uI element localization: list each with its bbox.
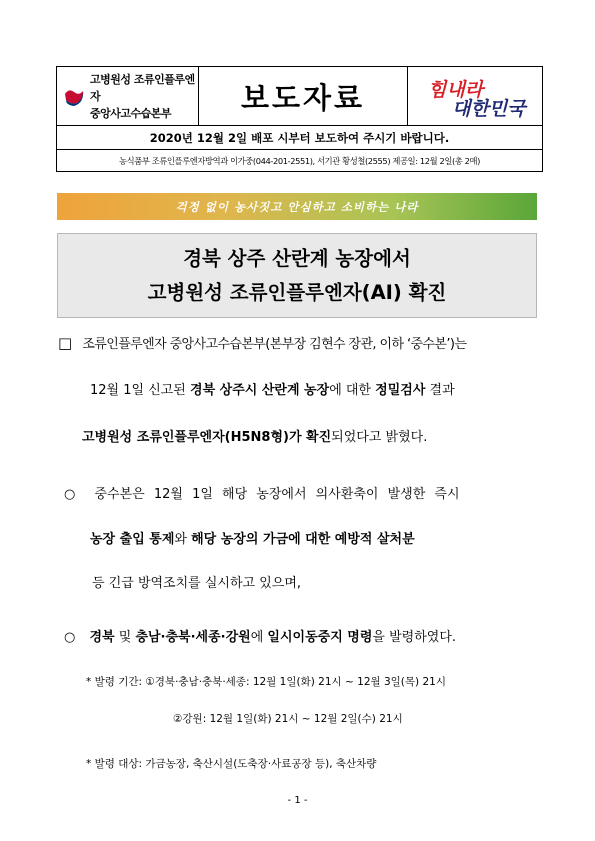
organization-name-line2: 중앙사고수습본부 [90,106,172,120]
paragraph2-line3: 등 긴급 방역조치를 실시하고 있으며, [92,576,302,591]
policy-slogan-banner: 걱정 없이 농사짓고 안심하고 소비하는 나라 [57,193,537,220]
page-number: - 1 - [287,795,308,806]
paragraph1-line2: 12월 1일 신고된 경북 상주시 산란계 농장에 대한 정밀검사 결과 [90,383,455,398]
slogan-line1: 힘내라 [428,79,484,101]
government-emblem-icon [63,85,85,107]
organization-name-line1: 고병원성 조류인플루엔자 [90,72,195,103]
paragraph1-line3: 고병원성 조류인플루엔자(H5N8형)가 확진되었다고 밝혔다. [82,430,428,445]
document-type-title: 보도자료 [199,67,408,125]
paragraph2-line2: 농장 출입 통제와 해당 농장의 가금에 대한 예방적 살처분 [90,532,415,547]
issuing-organization [57,67,199,125]
paragraph2-line1: ○ 중수본은 12월 1일 해당 농장에서 의사환축이 발생한 즉시 [64,487,460,502]
distribution-notice: 2020년 12월 2일 배포 시부터 보도하여 주시기 바랍니다. [56,126,543,150]
paragraph1-text-1: 조류인플루엔자 중앙사고수습본부(본부장 김현수 장관, 이하 ‘중수본’)는 [82,337,467,352]
headline-line2: 고병원성 조류인플루엔자(AI) 확진 [147,280,447,304]
slogan-logo [408,67,542,125]
paragraph3: ○ 경북 및 충남·충북·세종·강원에 일시이동중지 명령을 발령하였다. [64,630,457,645]
note-issue-target: * 발령 대상: 가금농장, 축산시설(도축장·사료공장 등), 축산차량 [86,758,377,770]
contact-info: 농식품부 조류인플루엔자방역과 이가중(044-201-2551), 서기관 황성철(2555) 제공일: 12월 2일(총 2매) [56,150,543,172]
slogan-line2: 대한민국 [452,98,526,120]
headline-box [57,233,537,318]
square-bullet-icon: □ [58,334,73,352]
press-release-header [56,66,543,126]
paragraph1-line1 [58,333,466,352]
note-issue-period: * 발령 기간: ①경북·충남·충북·세종: 12월 1일(화) 21시 ~ 12월 3일(목) 21시 [86,676,446,688]
note-issue-period-line2: ②강원: 12월 1일(화) 21시 ~ 12월 2일(수) 21시 [173,713,403,725]
circle-bullet-icon: ○ [64,630,76,645]
headline-line1: 경북 상주 산란계 농장에서 [183,246,411,270]
circle-bullet-icon: ○ [64,487,76,502]
